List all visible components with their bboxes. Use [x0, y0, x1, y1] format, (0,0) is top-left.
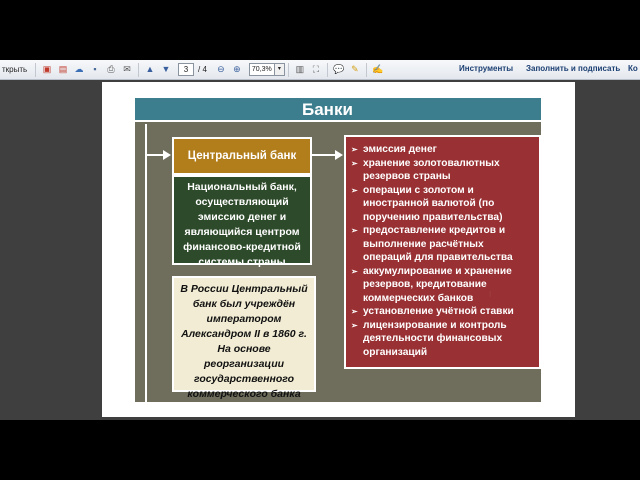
history-line: банк был учреждён	[192, 298, 296, 310]
function-line: иностранной валютой (по	[363, 198, 495, 209]
function-line: установление учётной ставки	[363, 306, 514, 317]
list-item	[351, 143, 535, 157]
pdf-toolbar	[0, 60, 640, 80]
definition-line: Национальный банк,	[187, 181, 297, 193]
bullet-arrow-icon: ➢	[351, 226, 358, 235]
bullet-arrow-icon: ➢	[351, 158, 358, 168]
function-line: хранение золотовалютных	[363, 157, 500, 169]
function-line: операции с золотом и	[363, 184, 474, 196]
arrow-right-icon	[163, 150, 171, 160]
comment-icon[interactable]: 💬	[333, 64, 345, 74]
central-bank-box	[172, 137, 312, 175]
history-line: На основе	[217, 343, 271, 355]
zoom-in-icon[interactable]: ⊕	[233, 64, 241, 74]
definition-line: являющийся центром	[184, 226, 300, 238]
bullet-arrow-icon: ➢	[351, 266, 358, 276]
function-line: предоставление кредитов и	[363, 225, 506, 236]
fit-page-icon[interactable]: ▥	[295, 64, 305, 74]
save-icon[interactable]: ▪	[93, 64, 97, 74]
history-line: Александром II в 1860 г.	[181, 328, 307, 340]
toolbar-divider	[35, 63, 36, 77]
comment-link[interactable]: Ко	[628, 64, 638, 73]
arrow-right-icon	[335, 150, 343, 160]
connector-line	[145, 124, 147, 402]
toolbar-divider	[327, 63, 328, 77]
tools-link[interactable]: Инструменты	[459, 64, 514, 73]
function-line: выполнение расчётных	[363, 238, 484, 250]
zoom-out-icon[interactable]: ⊖	[217, 64, 225, 74]
open-button[interactable]: ткрыть	[2, 65, 28, 74]
function-line: резервов страны	[363, 171, 451, 182]
sign-icon[interactable]: ✍	[372, 64, 384, 74]
print-icon[interactable]: ⎙	[107, 64, 115, 74]
bullet-arrow-icon: ➢	[351, 185, 358, 195]
function-line: деятельности финансовых	[363, 333, 503, 344]
create-pdf-icon[interactable]: ▣	[42, 64, 52, 74]
function-line: лицензирование и контроль	[363, 319, 507, 331]
toolbar-divider	[366, 63, 367, 77]
slide-title: Банки	[302, 100, 353, 119]
function-line: поручению правительства)	[363, 211, 503, 223]
page-number-input[interactable]: 3	[178, 63, 194, 76]
list-item	[351, 224, 535, 265]
definition-line: осуществляющий	[195, 196, 289, 208]
central-bank-label: Центральный банк	[187, 150, 297, 162]
function-line: резервов, кредитование	[363, 279, 487, 290]
text-cursor-icon: I	[489, 290, 492, 299]
list-item	[351, 184, 535, 225]
definition-line: системы страны	[198, 256, 286, 268]
function-line: коммерческих банков	[363, 292, 474, 304]
functions-box	[344, 135, 541, 369]
definition-line: финансово-кредитной	[183, 241, 301, 253]
function-line: операций для правительства	[363, 252, 513, 263]
history-box	[172, 276, 316, 400]
upload-cloud-icon[interactable]: ☁	[74, 64, 84, 74]
list-item	[351, 305, 535, 319]
email-icon[interactable]: ✉	[123, 64, 131, 74]
bullet-arrow-icon: ➢	[351, 145, 358, 154]
functions-list	[351, 143, 535, 359]
edit-pdf-icon[interactable]: ▤	[58, 64, 68, 74]
toolbar-divider	[288, 63, 289, 77]
fill-and-sign-link[interactable]: Заполнить и подписать	[526, 64, 621, 73]
bullet-arrow-icon: ➢	[351, 307, 358, 316]
page-total-label: / 4	[198, 65, 207, 74]
function-line: эмиссия денег	[363, 144, 437, 155]
next-page-icon[interactable]: ▼	[161, 64, 171, 74]
zoom-dropdown-icon[interactable]: ▾	[275, 63, 285, 76]
zoom-input[interactable]: 70,3%	[249, 63, 275, 76]
highlight-icon[interactable]: ✎	[351, 64, 359, 74]
bottom-black-bar	[0, 420, 640, 480]
previous-page-icon[interactable]: ▲	[145, 64, 155, 74]
slide-title-bar	[135, 98, 541, 122]
list-item	[351, 157, 535, 184]
function-line: организаций	[363, 346, 428, 358]
toolbar-divider	[138, 63, 139, 77]
history-line: В России Центральный	[180, 283, 308, 295]
history-line: государственного	[194, 373, 294, 385]
list-item	[351, 319, 535, 360]
list-item	[351, 265, 535, 306]
definition-line: эмиссию денег и	[197, 211, 287, 223]
history-line: императором	[206, 313, 282, 325]
top-black-bar	[0, 0, 640, 60]
history-line: коммерческого банка	[187, 388, 301, 400]
history-line: реорганизации	[203, 358, 285, 370]
bullet-arrow-icon: ➢	[351, 320, 358, 330]
full-screen-icon[interactable]: ⛶	[312, 64, 320, 74]
function-line: аккумулирование и хранение	[363, 265, 512, 277]
definition-box	[172, 175, 312, 268]
